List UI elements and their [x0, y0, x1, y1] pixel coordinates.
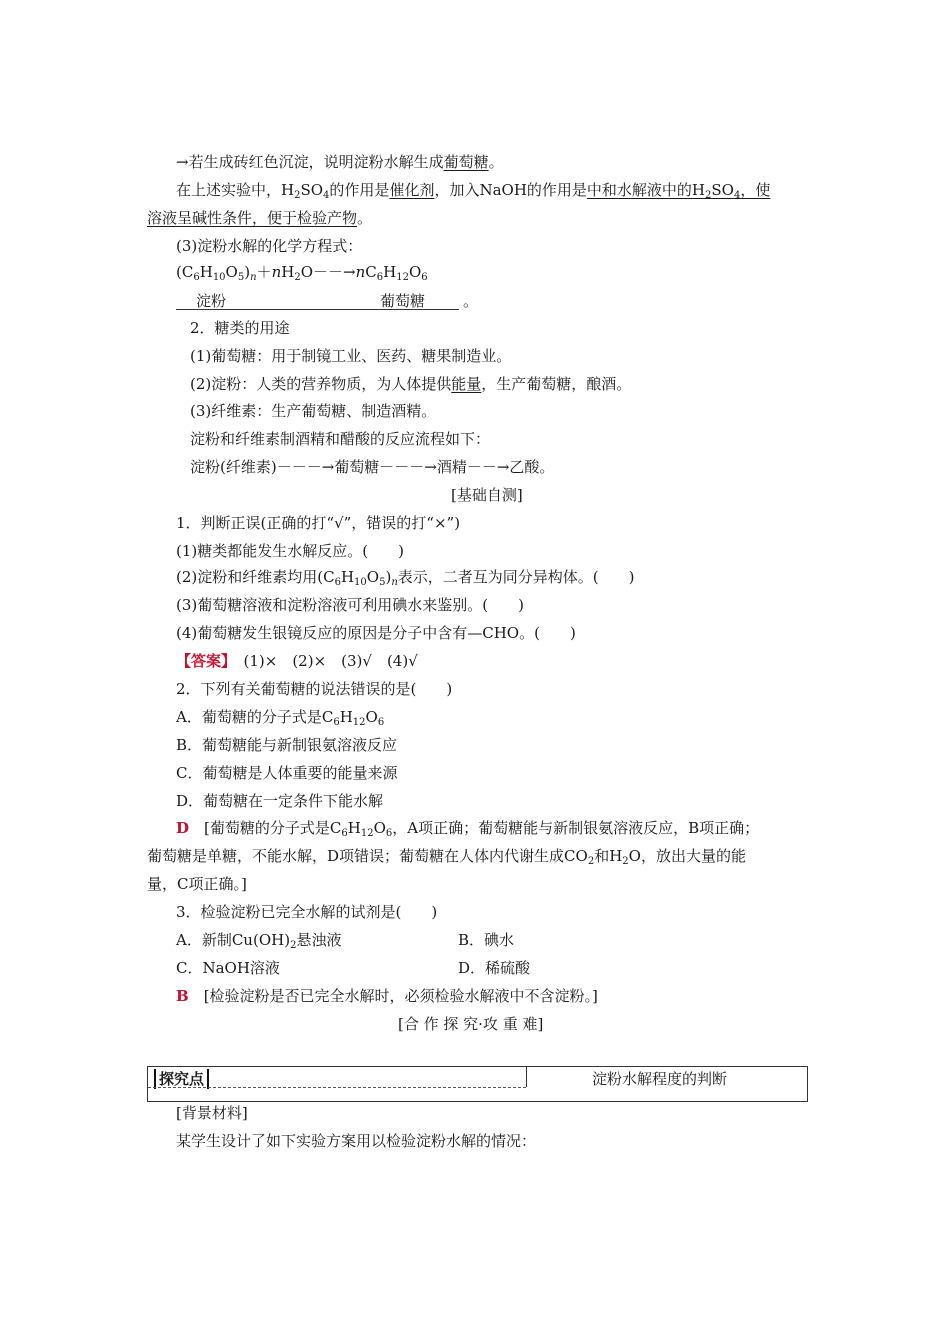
topic-box [147, 1066, 808, 1102]
explanation: 葡萄糖是单糖，不能水解，D项错误；葡萄糖在人体内代谢生成$CO_2$和$H_2O$，放出大量的能 [147, 847, 746, 867]
text-line: (2)淀粉：人类的营养物质，为人体提供能量，生产葡萄糖，酿酒。 [190, 375, 632, 393]
section-label: [合 作 探 究·攻 重 难] [398, 1015, 544, 1033]
section-label: [背景材料] [176, 1104, 248, 1122]
section-heading: 2．糖类的用途 [190, 319, 290, 337]
option: C．葡萄糖是人体重要的能量来源 [176, 764, 398, 782]
question: 2．下列有关葡萄糖的说法错误的是( ) [176, 680, 453, 698]
text-line: (3)淀粉水解的化学方程式： [176, 237, 363, 255]
option: A．新制$Cu(OH)_2$悬浊液 [176, 931, 342, 951]
topic-tag: 探究点 [154, 1069, 209, 1089]
text-line: 淀粉和纤维素制酒精和醋酸的反应流程如下： [190, 430, 491, 448]
question: 3．检验淀粉已完全水解的试剂是( ) [176, 903, 438, 921]
period: 。 [463, 292, 479, 310]
question-item: (4)葡萄糖发生银镜反应的原因是分子中含有—CHO。( ) [176, 624, 576, 642]
question-item: (2)淀粉和纤维素均用$(C_6H_{10}O_5)_n$表示，二者互为同分异构体。( ) [176, 568, 635, 588]
underline-rule [176, 309, 459, 310]
answer-letter: B [176, 987, 189, 1005]
section-label: [基础自测] [451, 486, 523, 504]
question-item: (1)糖类都能发生水解反应。( ) [176, 542, 404, 560]
option: D．葡萄糖在一定条件下能水解 [176, 792, 384, 810]
text-line: (1)葡萄糖：用于制镜工业、医药、糖果制造业。 [190, 347, 512, 365]
text-line: 溶液呈碱性条件，便于检验产物。 [147, 209, 373, 227]
answer-line: 【答案】 (1)× (2)× (3)√ (4)√ [176, 652, 418, 670]
text-line: (3)纤维素：生产葡萄糖、制造酒精。 [190, 402, 437, 420]
explanation: 量，C项正确。] [147, 875, 247, 893]
question-item: (3)葡萄糖溶液和淀粉溶液可利用碘水来鉴别。( ) [176, 596, 524, 614]
answer-blank: 能量 [451, 375, 482, 393]
reactant-name: 淀粉 [196, 292, 227, 310]
product-name: 葡萄糖 [380, 292, 426, 310]
answer-letter: D [176, 819, 190, 837]
explanation: B [检验淀粉是否已完全水解时，必须检验水解液中不含淀粉。] [176, 987, 598, 1005]
text-line: 某学生设计了如下实验方案用以检验淀粉水解的情况： [176, 1132, 537, 1150]
option: A．葡萄糖的分子式是$C_6H_{12}O_6$ [176, 708, 385, 728]
dashed-divider [148, 1087, 526, 1088]
answer-blank: 溶液呈碱性条件，便于检验产物 [147, 209, 358, 227]
answer-blank: 催化剂 [389, 181, 435, 199]
explanation: D [葡萄糖的分子式是$C_6H_{12}O_6$，A项正确；葡萄糖能与新制银氨溶液反应，B项正确； [176, 819, 760, 839]
chemical-equation: $(C_6H_{10}O_5)_n+nH_2O--\to nC_6H_{12}O_6$ [176, 263, 428, 283]
reaction-flow: 淀粉(纤维素)－－－→葡萄糖－－－→酒精－－→乙酸。 [190, 458, 555, 476]
option: D．稀硫酸 [458, 959, 531, 977]
question: 1．判断正误(正确的打“√”，错误的打“×”) [176, 514, 461, 532]
answer-blank: 中和水解液中的$H_2SO_4$，使 [586, 181, 771, 201]
option: C．NaOH溶液 [176, 959, 280, 977]
answer-tag: 【答案】 [176, 652, 229, 670]
option: B．碘水 [458, 931, 515, 949]
option: B．葡萄糖能与新制银氨溶液反应 [176, 736, 398, 754]
divider [526, 1067, 527, 1087]
topic-title: 淀粉水解程度的判断 [592, 1070, 728, 1088]
text-line: 在上述实验中，$H_2SO_4$的作用是催化剂，加入NaOH的作用是中和水解液中的$H_2SO_4$，使 [176, 181, 771, 201]
text-line: →若生成砖红色沉淀，说明淀粉水解生成葡萄糖。 [176, 153, 504, 171]
answer-blank: 葡萄糖 [443, 153, 489, 171]
